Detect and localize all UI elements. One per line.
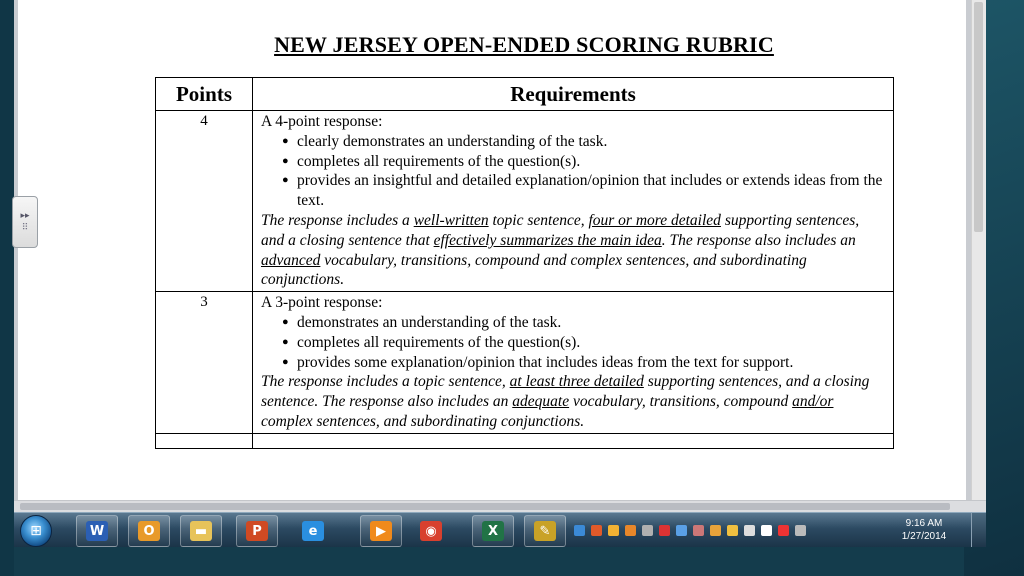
windows-logo-icon: ⊞ xyxy=(30,523,42,539)
table-header-row xyxy=(156,78,894,111)
powerpoint-icon: P xyxy=(246,521,268,541)
criteria-list xyxy=(261,132,885,211)
tray-icon[interactable] xyxy=(591,525,602,536)
description-text: complex sentences, and subordinating conjunctions. xyxy=(261,412,585,430)
description-text: The response includes a xyxy=(261,211,414,229)
list-item: ● provides an insightful and detailed explanation/opinion that includes or extends ideas from the text. xyxy=(297,171,885,211)
description-text: The response includes a topic sentence, xyxy=(261,373,510,391)
description-text: vocabulary, transitions, compound and complex sentences, and subordinating conjunctions. xyxy=(261,251,807,289)
underlined-phrase: effectively summarizes the main idea xyxy=(433,231,662,249)
document-window xyxy=(14,0,986,512)
document-page xyxy=(18,0,966,500)
word-icon: W xyxy=(86,521,108,541)
expand-arrows-icon: ▸▸ xyxy=(20,210,30,221)
system-tray xyxy=(574,522,806,538)
media-player-icon: ▶ xyxy=(370,521,392,541)
description-text: supporting sentences, and a closing sentence. The response also includes an xyxy=(261,373,870,411)
clock[interactable] xyxy=(894,517,954,543)
response-description xyxy=(261,372,885,431)
requirements-header: Requirements xyxy=(253,78,894,111)
show-desktop-button[interactable] xyxy=(971,513,986,547)
slide-panel-handle[interactable] xyxy=(12,196,38,248)
list-item: ● demonstrates an understanding of the task. xyxy=(297,313,885,333)
notes-taskbar-button[interactable] xyxy=(524,515,566,547)
vertical-scrollbar[interactable] xyxy=(971,0,986,500)
rubric-table xyxy=(155,77,894,449)
clock-date: 1/27/2014 xyxy=(901,531,947,542)
vertical-scroll-thumb[interactable] xyxy=(974,2,983,232)
excel-icon: X xyxy=(482,521,504,541)
taskbar xyxy=(14,512,986,547)
requirements-cell xyxy=(253,292,894,434)
list-item: ● completes all requirements of the question(s). xyxy=(297,333,885,353)
tray-icon[interactable] xyxy=(625,525,636,536)
response-intro: A 3-point response: xyxy=(261,294,383,312)
grip-icon: ⠿ xyxy=(21,222,29,233)
tray-icon[interactable] xyxy=(676,525,687,536)
tray-icon[interactable] xyxy=(744,525,755,536)
powerpoint-taskbar-button[interactable] xyxy=(236,515,278,547)
slide-background-left xyxy=(0,0,14,576)
outlook-taskbar-button[interactable] xyxy=(128,515,170,547)
response-intro: A 4-point response: xyxy=(261,113,383,130)
description-text: . The response also includes an xyxy=(661,231,856,249)
outlook-icon: O xyxy=(138,521,160,541)
chrome-taskbar-button[interactable] xyxy=(410,515,452,547)
tray-icon[interactable] xyxy=(642,525,653,536)
description-text: topic sentence, xyxy=(488,211,589,229)
file-explorer-taskbar-button[interactable] xyxy=(180,515,222,547)
description-text: supporting sentences, and a closing sentence that xyxy=(261,211,860,249)
list-item: ● completes all requirements of the question(s). xyxy=(297,152,885,172)
tray-icon[interactable] xyxy=(693,525,704,536)
criteria-list xyxy=(261,313,885,372)
underlined-phrase: well-written xyxy=(413,211,489,229)
tray-icon[interactable] xyxy=(659,525,670,536)
underlined-phrase: adequate xyxy=(512,393,570,411)
tray-icon[interactable] xyxy=(608,525,619,536)
underlined-phrase: at least three detailed xyxy=(509,373,644,391)
notes-icon: ✎ xyxy=(534,521,556,541)
rubric-title: NEW JERSEY OPEN-ENDED SCORING RUBRIC xyxy=(274,32,774,57)
internet-explorer-icon: e xyxy=(302,521,324,541)
tray-icon[interactable] xyxy=(761,525,772,536)
response-description xyxy=(261,211,885,290)
tray-icon[interactable] xyxy=(574,525,585,536)
points-header: Points xyxy=(156,78,253,111)
tray-icon[interactable] xyxy=(778,525,789,536)
underlined-phrase: four or more detailed xyxy=(588,211,721,229)
tray-icon[interactable] xyxy=(795,525,806,536)
list-item: ● provides some explanation/opinion that includes ideas from the text for support. xyxy=(297,353,885,373)
tray-icon[interactable] xyxy=(710,525,721,536)
table-row xyxy=(156,111,894,292)
table-row xyxy=(156,292,894,434)
media-player-taskbar-button[interactable] xyxy=(360,515,402,547)
points-value: 3 xyxy=(156,292,253,434)
start-button[interactable] xyxy=(20,515,52,547)
requirements-cell xyxy=(253,111,894,292)
horizontal-scroll-thumb[interactable] xyxy=(20,503,950,510)
underlined-phrase: advanced xyxy=(261,251,321,269)
underlined-phrase: and/or xyxy=(792,393,834,411)
file-explorer-icon: ▬ xyxy=(190,521,212,541)
chrome-icon: ◉ xyxy=(420,521,442,541)
excel-taskbar-button[interactable] xyxy=(472,515,514,547)
description-text: vocabulary, transitions, compound xyxy=(569,393,793,411)
table-row-partial xyxy=(156,433,894,448)
tray-icon[interactable] xyxy=(727,525,738,536)
clock-time: 9:16 AM xyxy=(905,518,943,529)
points-value: 4 xyxy=(156,111,253,292)
word-taskbar-button[interactable] xyxy=(76,515,118,547)
internet-explorer-taskbar-button[interactable] xyxy=(292,515,334,547)
list-item: ● clearly demonstrates an understanding of the task. xyxy=(297,132,885,152)
